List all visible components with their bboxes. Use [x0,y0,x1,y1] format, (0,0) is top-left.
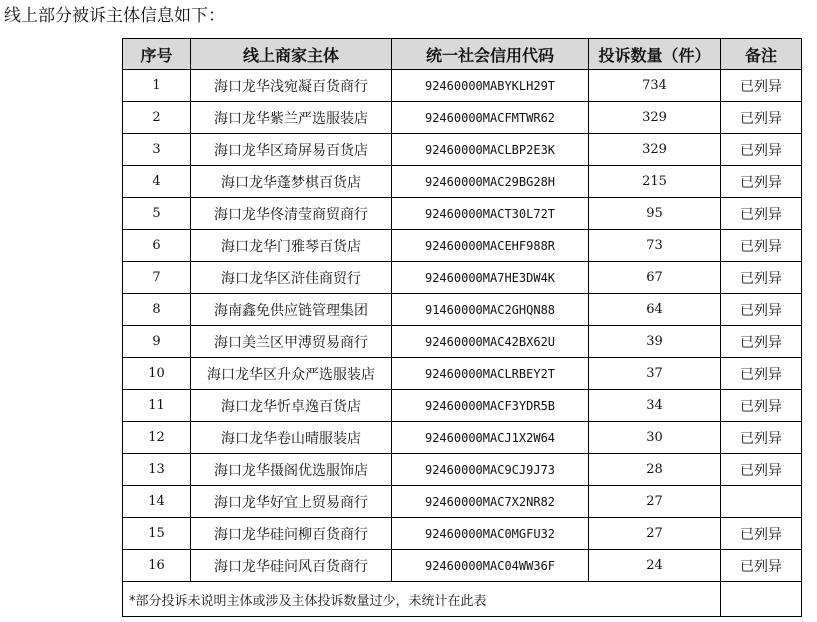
cell-credit-code: 92460000MAC9CJ9J73 [392,454,589,486]
cell-complaint-count: 37 [589,358,721,390]
cell-complaint-count: 73 [589,230,721,262]
cell-credit-code: 92460000MACT30L72T [392,198,589,230]
cell-merchant-name: 海口龙华浅宛凝百货商行 [191,70,392,102]
table-row [123,102,802,134]
cell-merchant-name: 海口龙华忻卓逸百货店 [191,390,392,422]
cell-index: 9 [123,326,191,358]
cell-merchant-name: 海口龙华硅问柳百货商行 [191,518,392,550]
cell-merchant-name: 海口龙华卷山晴服装店 [191,422,392,454]
cell-merchant-name: 海口龙华紫兰严选服装店 [191,102,392,134]
table-row [123,134,802,166]
table-row [123,166,802,198]
table-row [123,422,802,454]
cell-remark [721,486,802,518]
cell-credit-code: 92460000MAC29BG28H [392,166,589,198]
cell-remark: 已列异 [721,390,802,422]
cell-complaint-count: 28 [589,454,721,486]
header-merchant: 线上商家主体 [191,39,392,70]
cell-index: 4 [123,166,191,198]
cell-merchant-name: 海口龙华区浒佳商贸行 [191,262,392,294]
cell-complaint-count: 67 [589,262,721,294]
cell-complaint-count: 329 [589,134,721,166]
cell-credit-code: 92460000MACLBP2E3K [392,134,589,166]
cell-credit-code: 91460000MAC2GHQN88 [392,294,589,326]
cell-index: 16 [123,550,191,582]
cell-credit-code: 92460000MAC04WW36F [392,550,589,582]
cell-remark: 已列异 [721,230,802,262]
cell-remark: 已列异 [721,550,802,582]
cell-remark: 已列异 [721,166,802,198]
cell-merchant-name: 海口美兰区甲溥贸易商行 [191,326,392,358]
cell-credit-code: 92460000MACFMTWR62 [392,102,589,134]
table-row [123,262,802,294]
cell-index: 7 [123,262,191,294]
cell-index: 15 [123,518,191,550]
cell-remark: 已列异 [721,70,802,102]
table-row [123,454,802,486]
cell-remark: 已列异 [721,294,802,326]
cell-index: 10 [123,358,191,390]
cell-remark: 已列异 [721,102,802,134]
cell-remark: 已列异 [721,454,802,486]
complaint-table [122,38,802,617]
table-body [123,70,802,582]
cell-credit-code: 92460000MAC0MGFU32 [392,518,589,550]
cell-merchant-name: 海南鑫免供应链管理集团 [191,294,392,326]
cell-complaint-count: 30 [589,422,721,454]
cell-merchant-name: 海口龙华佟清莹商贸商行 [191,198,392,230]
cell-credit-code: 92460000MACEHF988R [392,230,589,262]
table-row [123,326,802,358]
cell-complaint-count: 64 [589,294,721,326]
cell-merchant-name: 海口龙华区琦屏易百货店 [191,134,392,166]
table-row [123,550,802,582]
cell-credit-code: 92460000MABYKLH29T [392,70,589,102]
cell-complaint-count: 39 [589,326,721,358]
cell-remark: 已列异 [721,358,802,390]
header-index: 序号 [123,39,191,70]
header-credit-code: 统一社会信用代码 [392,39,589,70]
cell-complaint-count: 24 [589,550,721,582]
cell-remark: 已列异 [721,198,802,230]
cell-complaint-count: 215 [589,166,721,198]
table-row [123,294,802,326]
cell-merchant-name: 海口龙华门雅琴百货店 [191,230,392,262]
cell-merchant-name: 海口龙华蓬梦棋百货店 [191,166,392,198]
cell-complaint-count: 34 [589,390,721,422]
cell-complaint-count: 27 [589,486,721,518]
table-row [123,358,802,390]
footnote-row [123,582,802,617]
header-remark: 备注 [721,39,802,70]
footnote-empty-cell [721,582,802,617]
cell-credit-code: 92460000MA7HE3DW4K [392,262,589,294]
table-row [123,198,802,230]
table-row [123,230,802,262]
header-complaint-count: 投诉数量（件） [589,39,721,70]
footnote-text: *部分投诉未说明主体或涉及主体投诉数量过少，未统计在此表 [123,582,721,617]
cell-remark: 已列异 [721,326,802,358]
table-row [123,486,802,518]
cell-index: 13 [123,454,191,486]
cell-credit-code: 92460000MACJ1X2W64 [392,422,589,454]
cell-credit-code: 92460000MACF3YDR5B [392,390,589,422]
table-row [123,518,802,550]
cell-credit-code: 92460000MAC7X2NR82 [392,486,589,518]
cell-index: 3 [123,134,191,166]
intro-text: 线上部分被诉主体信息如下： [4,6,225,26]
cell-credit-code: 92460000MAC42BX62U [392,326,589,358]
cell-remark: 已列异 [721,134,802,166]
cell-index: 1 [123,70,191,102]
cell-merchant-name: 海口龙华摄阁优选服饰店 [191,454,392,486]
cell-merchant-name: 海口龙华区升众严选服装店 [191,358,392,390]
header-row [123,39,802,70]
cell-remark: 已列异 [721,518,802,550]
cell-index: 2 [123,102,191,134]
table-row [123,70,802,102]
cell-index: 12 [123,422,191,454]
cell-index: 5 [123,198,191,230]
cell-merchant-name: 海口龙华好宜上贸易商行 [191,486,392,518]
cell-index: 8 [123,294,191,326]
cell-complaint-count: 734 [589,70,721,102]
cell-index: 14 [123,486,191,518]
cell-index: 11 [123,390,191,422]
cell-complaint-count: 329 [589,102,721,134]
cell-merchant-name: 海口龙华硅问风百货商行 [191,550,392,582]
cell-complaint-count: 95 [589,198,721,230]
cell-remark: 已列异 [721,262,802,294]
cell-remark: 已列异 [721,422,802,454]
cell-index: 6 [123,230,191,262]
cell-complaint-count: 27 [589,518,721,550]
table-row [123,390,802,422]
cell-credit-code: 92460000MACLRBEY2T [392,358,589,390]
